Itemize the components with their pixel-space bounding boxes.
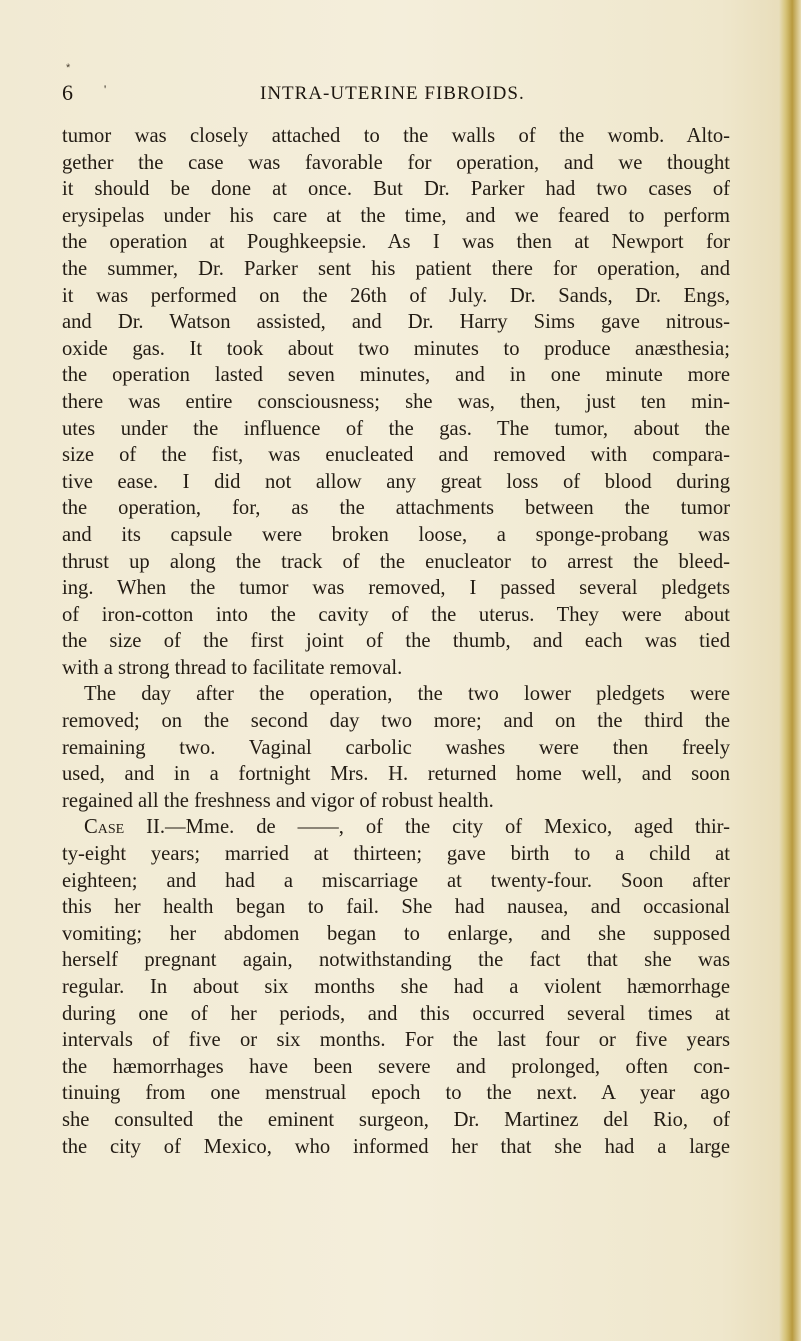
text-line: she consulted the eminent surgeon, Dr. Martinez del Rio, of bbox=[62, 1108, 730, 1131]
text-line: vomiting; her abdomen began to enlarge, and she supposed bbox=[62, 922, 730, 945]
text-line: the operation at Poughkeepsie. As I was then at Newport for bbox=[62, 231, 730, 254]
text-line: erysipelas under his care at the time, and we feared to perform bbox=[62, 204, 730, 227]
text-line: removed; on the second day two more; and on the third the bbox=[62, 710, 730, 733]
text-line: and Dr. Watson assisted, and Dr. Harry Sims gave nitrous- bbox=[62, 311, 730, 334]
text-line: The day after the operation, the two lower pledgets were bbox=[84, 683, 730, 706]
text-line: gether the case was favorable for operation, and we thought bbox=[62, 151, 730, 174]
case-line-text: II.—Mme. de ——, of the city of Mexico, aged thir- bbox=[124, 816, 730, 839]
text-line: the operation lasted seven minutes, and in one minute more bbox=[62, 364, 730, 387]
text-line: during one of her periods, and this occurred several times at bbox=[62, 1002, 730, 1025]
case-label: Case bbox=[84, 816, 125, 839]
tick-mark: ' bbox=[104, 82, 107, 96]
text-line: regained all the freshness and vigor of robust health. bbox=[62, 789, 494, 812]
text-line: intervals of five or six months. For the last four or five years bbox=[62, 1029, 730, 1052]
body-text bbox=[62, 123, 730, 1160]
text-line: with a strong thread to facilitate removal. bbox=[62, 656, 403, 679]
running-title: INTRA-UTERINE FIBROIDS. bbox=[260, 83, 525, 104]
text-line: size of the fist, was enucleated and removed with compara- bbox=[62, 444, 730, 467]
text-line: the city of Mexico, who informed her that she had a large bbox=[62, 1135, 730, 1158]
case-heading-line bbox=[62, 814, 730, 841]
text-line: herself pregnant again, notwithstanding the fact that she was bbox=[62, 949, 730, 972]
gilt-page-edge bbox=[779, 0, 801, 1341]
text-line: eighteen; and had a miscarriage at twenty-four. Soon after bbox=[62, 869, 730, 892]
text-line: the summer, Dr. Parker sent his patient there for operation, and bbox=[62, 257, 730, 280]
text-line: and its capsule were broken loose, a sponge-probang was bbox=[62, 523, 730, 546]
text-line: tinuing from one menstrual epoch to the next. A year ago bbox=[62, 1082, 730, 1105]
text-line: regular. In about six months she had a violent hæmorrhage bbox=[62, 976, 730, 998]
text-line: there was entire consciousness; she was, then, just ten min- bbox=[62, 390, 730, 413]
text-line: oxide gas. It took about two minutes to produce anæsthesia; bbox=[62, 337, 730, 360]
text-line: tumor was closely attached to the walls of the womb. Alto- bbox=[62, 125, 730, 147]
text-line: this her health began to fail. She had nausea, and occasional bbox=[62, 896, 730, 919]
page-number: 6 bbox=[62, 80, 73, 105]
text-line: the hæmorrhages have been severe and prolonged, often con- bbox=[62, 1055, 730, 1078]
text-line: of iron-cotton into the cavity of the uterus. They were about bbox=[62, 603, 730, 626]
text-line: ing. When the tumor was removed, I passed several pledgets bbox=[62, 577, 730, 600]
running-header bbox=[62, 80, 722, 110]
text-line: it was performed on the 26th of July. Dr. Sands, Dr. Engs, bbox=[62, 284, 730, 307]
text-line: thrust up along the track of the enucleator to arrest the bleed- bbox=[62, 550, 730, 573]
ink-speck: * bbox=[66, 62, 71, 74]
text-line: the size of the first joint of the thumb, and each was tied bbox=[62, 630, 730, 653]
text-line: remaining two. Vaginal carbolic washes were then freely bbox=[62, 736, 730, 759]
text-line: used, and in a fortnight Mrs. H. returned home well, and soon bbox=[62, 763, 730, 786]
text-line: utes under the influence of the gas. The tumor, about the bbox=[62, 417, 730, 440]
text-line: it should be done at once. But Dr. Parker had two cases of bbox=[62, 178, 730, 201]
text-line: the operation, for, as the attachments between the tumor bbox=[62, 497, 730, 520]
text-line: tive ease. I did not allow any great loss of blood during bbox=[62, 470, 730, 493]
text-line: ty-eight years; married at thirteen; gave birth to a child at bbox=[62, 843, 730, 866]
